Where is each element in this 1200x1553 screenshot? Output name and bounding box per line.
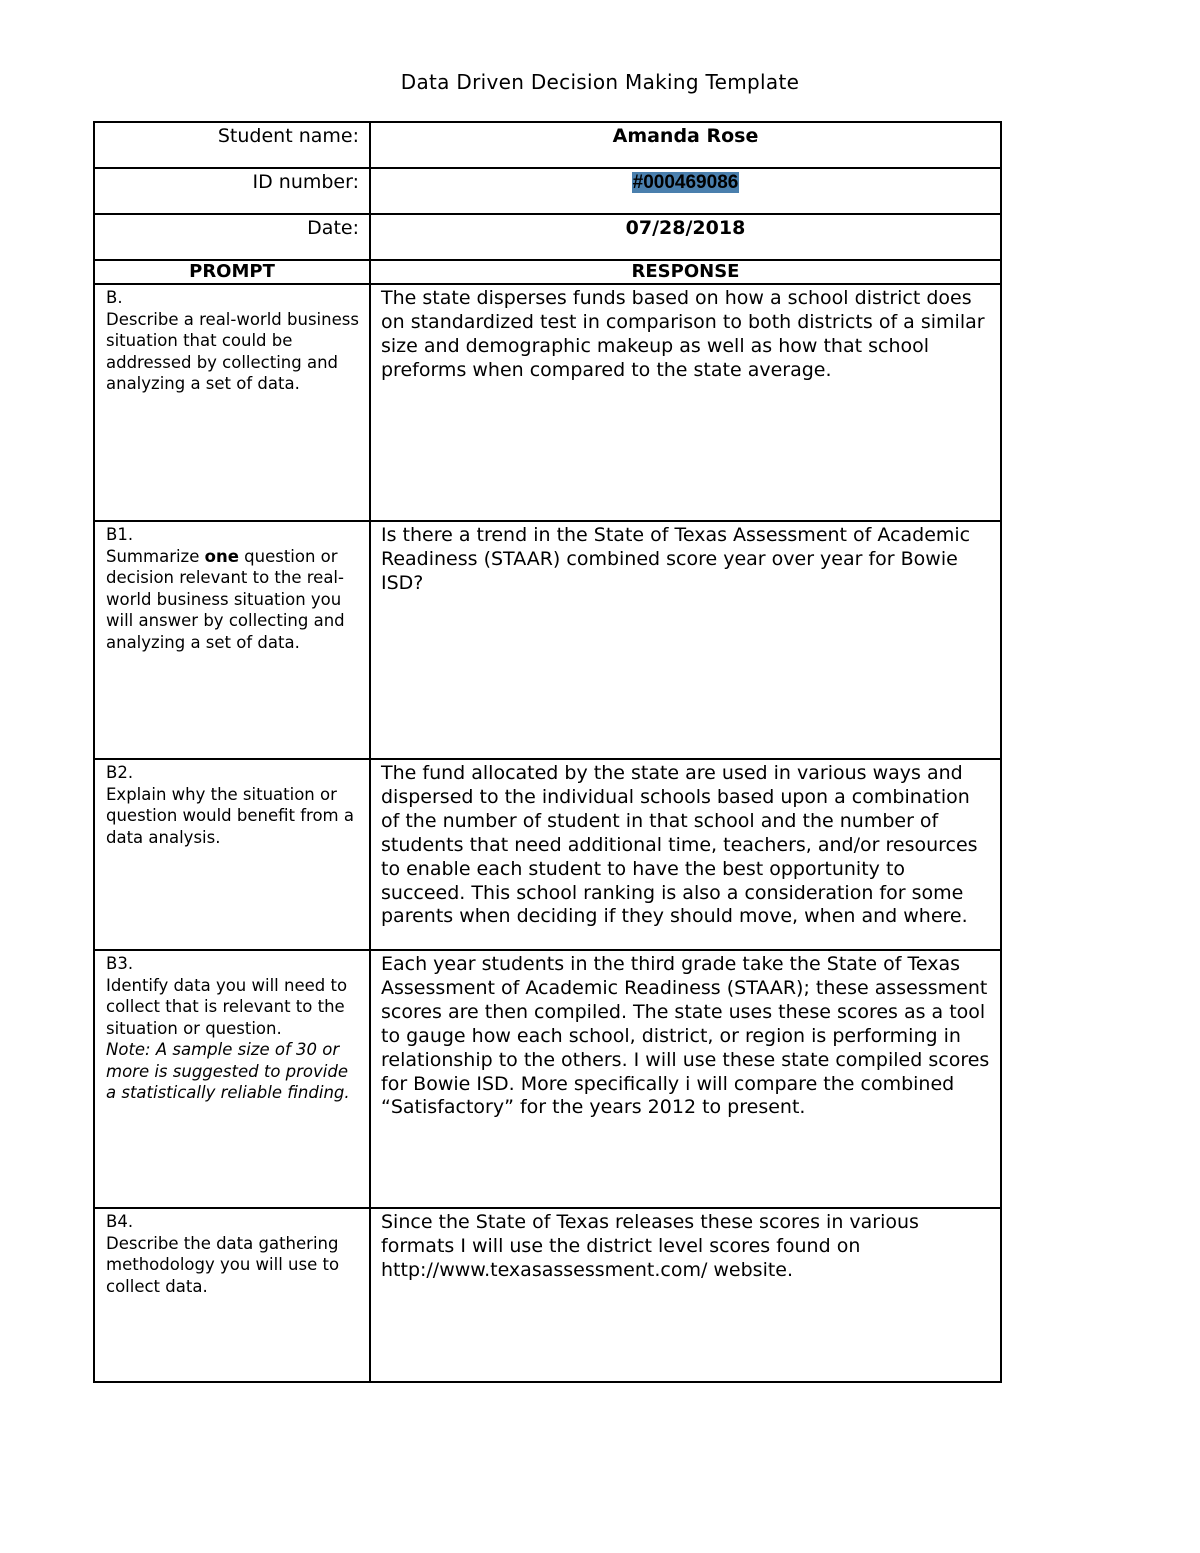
prompt-text: Describe the data gathering methodology you will use to collect data.	[106, 1233, 340, 1296]
prompt-code: B1.	[106, 525, 134, 544]
id-number-value[interactable]: #000469086	[632, 172, 739, 193]
table-row-b	[94, 284, 1001, 521]
response-cell-b[interactable]: The state disperses funds based on how a school district does on standardized test in comparison to both districts of a similar size and demographic makeup as well as how that school preforms when compared to the state average.	[370, 284, 1001, 521]
prompt-cell-b4	[94, 1208, 370, 1382]
table-row-b3	[94, 950, 1001, 1208]
prompt-column-header: PROMPT	[94, 260, 370, 284]
id-number-label: ID number:	[94, 168, 370, 214]
template-table	[93, 121, 1002, 1383]
prompt-code: B4.	[106, 1212, 134, 1231]
response-cell-b1[interactable]: Is there a trend in the State of Texas Assessment of Academic Readiness (STAAR) combined score year over year for Bowie ISD?	[370, 521, 1001, 759]
table-row-b2	[94, 759, 1001, 950]
prompt-cell-b3	[94, 950, 370, 1208]
prompt-cell-b	[94, 284, 370, 521]
document-title: Data Driven Decision Making Template	[400, 70, 800, 94]
response-column-header: RESPONSE	[370, 260, 1001, 284]
prompt-text: Describe a real-world business situation that could be addressed by collecting and analyzing a set of data.	[106, 309, 359, 393]
response-cell-b4[interactable]: Since the State of Texas releases these scores in various formats I will use the district level scores found on http://www.texasassessment.com/ website.	[370, 1208, 1001, 1382]
prompt-cell-b2	[94, 759, 370, 950]
prompt-code: B2.	[106, 763, 134, 782]
prompt-text: Summarize	[106, 546, 200, 566]
response-cell-b2[interactable]: The fund allocated by the state are used in various ways and dispersed to the individual schools based upon a combination of the number of student in that school and the number of students that need additional time, teachers, and/or resources to enable each student to have the best opportunity to succeed. This school ranking is also a consideration for some parents when deciding if they should move, when and where.	[370, 759, 1001, 950]
prompt-code: B3.	[106, 954, 134, 973]
prompt-text: question or decision relevant to the real-world business situation you will answer by collecting and analyzing a set of data.	[106, 546, 345, 652]
student-name-row	[94, 122, 1001, 168]
prompt-text: Explain why the situation or question would benefit from a data analysis.	[106, 784, 354, 847]
response-cell-b3[interactable]: Each year students in the third grade take the State of Texas Assessment of Academic Readiness (STAAR); these assessment scores are then compiled. The state uses these scores as a tool to gauge how each school, district, or region is performing in relationship to the others. I will use these state compiled scores for Bowie ISD. More specifically i will compare the combined “Satisfactory” for the years 2012 to present.	[370, 950, 1001, 1208]
prompt-emphasis: one	[204, 546, 239, 566]
prompt-cell-b1	[94, 521, 370, 759]
student-name-label: Student name:	[94, 122, 370, 168]
table-row-b1	[94, 521, 1001, 759]
date-label: Date:	[94, 214, 370, 260]
date-value[interactable]: 07/28/2018	[370, 214, 1001, 260]
table-row-b4	[94, 1208, 1001, 1382]
prompt-text: Identify data you will need to collect that is relevant to the situation or question.	[106, 975, 348, 1038]
column-header-row	[94, 260, 1001, 284]
date-row	[94, 214, 1001, 260]
student-name-value[interactable]: Amanda Rose	[370, 122, 1001, 168]
prompt-code: B.	[106, 288, 123, 307]
id-number-cell[interactable]	[370, 168, 1001, 214]
prompt-note: Note: A sample size of 30 or more is suggested to provide a statistically reliable finding.	[106, 1040, 350, 1102]
id-number-row	[94, 168, 1001, 214]
